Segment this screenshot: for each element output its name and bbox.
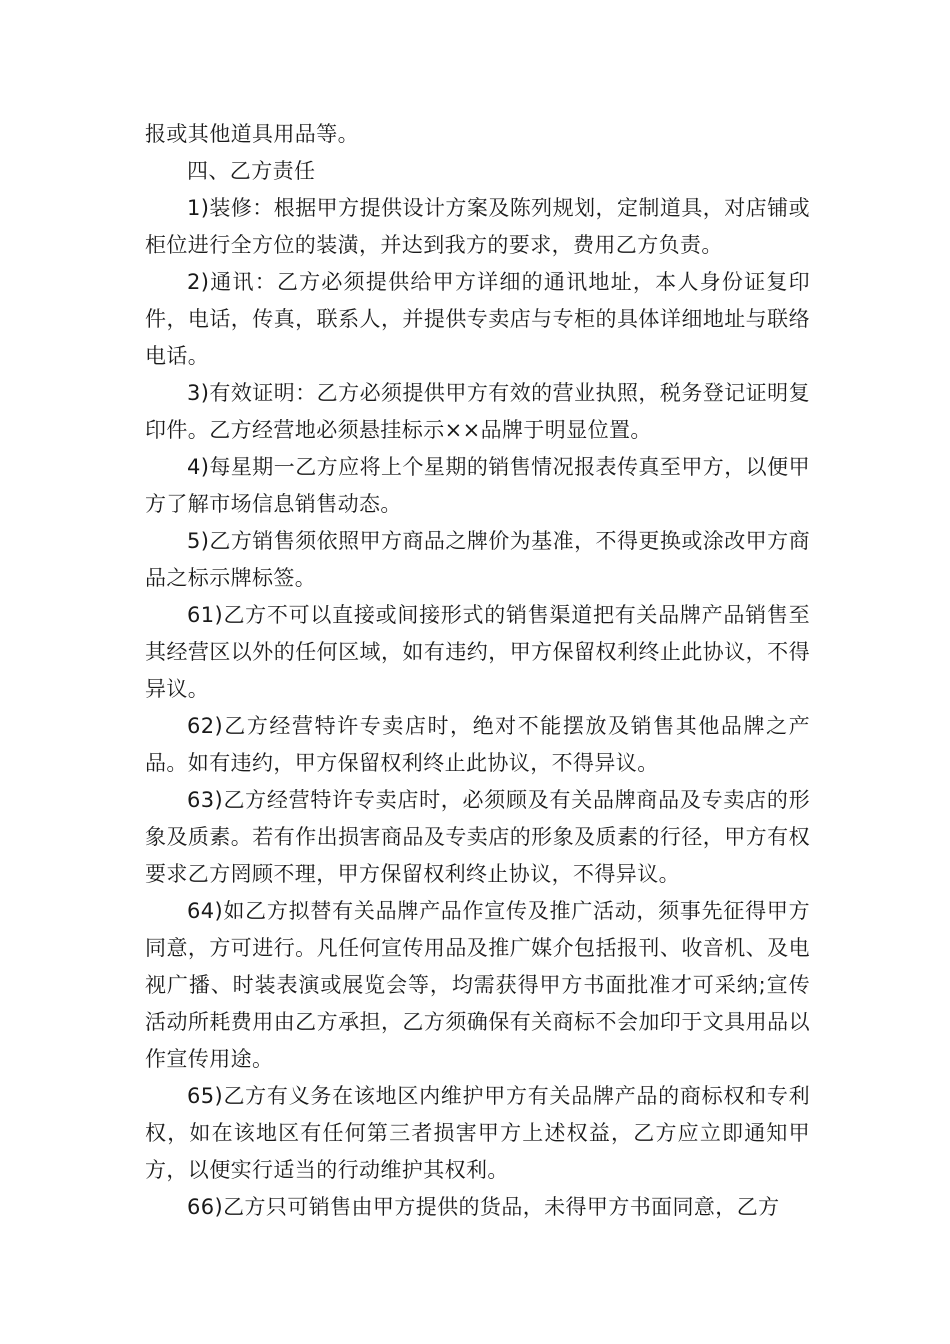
clause-62-other-brands: 62)乙方经营特许专卖店时，绝对不能摆放及销售其他品牌之产品。如有违约，甲方保留权利终止此协议，不得异议。 xyxy=(145,714,810,775)
clause-1-decoration: 1)装修：根据甲方提供设计方案及陈列规划，定制道具，对店铺或柜位进行全方位的装潢，并达到我方的要求，费用乙方负责。 xyxy=(145,196,810,257)
paragraph-continuation: 报或其他道具用品等。 xyxy=(145,122,359,146)
clause-3-valid-certificates: 3)有效证明：乙方必须提供甲方有效的营业执照，税务登记证明复印件。乙方经营地必须悬挂标示××品牌于明显位置。 xyxy=(145,381,810,442)
clause-66-supplied-goods: 66)乙方只可销售由甲方提供的货品，未得甲方书面同意，乙方 xyxy=(187,1195,780,1219)
clause-4-weekly-report: 4)每星期一乙方应将上个星期的销售情况报表传真至甲方，以便甲方了解市场信息销售动态。 xyxy=(145,455,810,516)
clause-65-trademark-protection: 65)乙方有义务在该地区内维护甲方有关品牌产品的商标权和专利权，如在该地区有任何第三者损害甲方上述权益，乙方应立即通知甲方，以便实行适当的行动维护其权利。 xyxy=(145,1084,810,1182)
section-heading-party-b-responsibilities: 四、乙方责任 xyxy=(187,159,316,183)
clause-63-brand-image: 63)乙方经营特许专卖店时，必须顾及有关品牌商品及专卖店的形象及质素。若有作出损害商品及专卖店的形象及质素的行径，甲方有权要求乙方罔顾不理，甲方保留权利终止协议，不得异议。 xyxy=(145,788,810,886)
clause-64-promotion: 64)如乙方拟替有关品牌产品作宣传及推广活动，须事先征得甲方同意，方可进行。凡任何宣传用品及推广媒介包括报刊、收音机、及电视广播、时装表演或展览会等，均需获得甲方书面批准才可采纳;宣传活动所耗费用由乙方承担，乙方须确保有关商标不会加印于文具用品以作宣传用途。 xyxy=(145,899,810,1071)
clause-61-sales-region: 61)乙方不可以直接或间接形式的销售渠道把有关品牌产品销售至其经营区以外的任何区域，如有违约，甲方保留权利终止此协议，不得异议。 xyxy=(145,603,810,701)
document-body xyxy=(145,116,810,1226)
clause-5-pricing: 5)乙方销售须依照甲方商品之牌价为基准，不得更换或涂改甲方商品之标示牌标签。 xyxy=(145,529,810,590)
clause-2-communication: 2)通讯：乙方必须提供给甲方详细的通讯地址，本人身份证复印件，电话，传真，联系人，并提供专卖店与专柜的具体详细地址与联络电话。 xyxy=(145,270,810,368)
